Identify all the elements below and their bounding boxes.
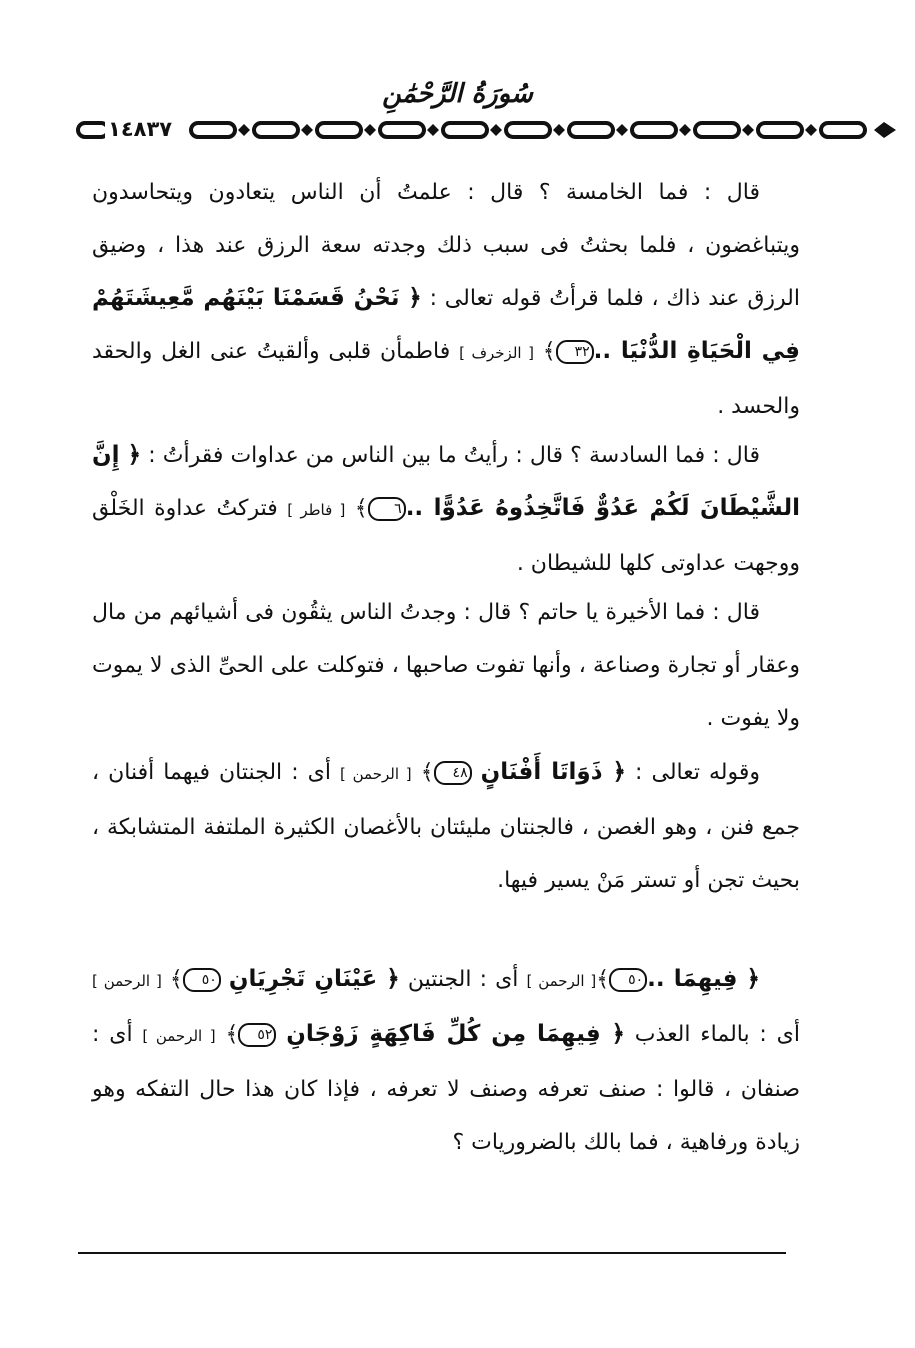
sura-reference: [ الزخرف ] [459, 344, 534, 362]
quran-close-bracket: ﴾ [354, 496, 368, 521]
footer-rule [78, 1252, 786, 1254]
sura-reference: [ فاطر ] [287, 501, 346, 519]
paragraph-text: قال : فما السادسة ؟ قال : رأيتُ ما بين الناس من عداوات فقرأتُ : [141, 443, 761, 468]
paragraph-text: قال : فما الخامسة ؟ قال : علمتُ أن الناس يتعادون ويتحاسدون ويتباغضون ، فلما بحثتُ فى سبب ذلك وجدته سعة الرزق عند هذا ، وضيق الرزق عند ذاك ، فلما قرأتُ قوله تعالى : [92, 180, 800, 311]
quran-close-bracket: ﴾ [542, 339, 556, 364]
paragraph-1 [92, 166, 800, 433]
ayah-number: ٦ [368, 497, 406, 521]
ayah-number: ٥٠ [609, 968, 647, 992]
sura-reference: [ الرحمن ] [92, 972, 162, 990]
ornament-chain-divider [76, 116, 900, 144]
paragraph-2 [92, 429, 800, 590]
quran-quote: ﴿ فِيهِمَا مِن كُلِّ فَاكِهَةٍ زَوْجَانِ [286, 1021, 625, 1047]
paragraph-text: أى : الجنتان فيهما أفنان ، جمع فنن ، وهو الغصن ، فالجنتان مليئتان بالأغصان الكثيرة الملتفة المتشابكة ، بحيث تجن أو تستر مَنْ يسير فيها. [92, 760, 800, 893]
paragraph-4 [92, 746, 800, 907]
sura-reference: [ الرحمن ] [526, 972, 597, 990]
quran-close-bracket: ﴾ [169, 967, 183, 992]
paragraph-text: أى : بالماء العذب [624, 1022, 800, 1047]
paragraph-text: وقوله تعالى : [626, 760, 760, 785]
sura-reference: [ الرحمن ] [142, 1027, 216, 1045]
sura-reference: [ الرحمن ] [339, 765, 412, 783]
quran-close-bracket: ﴾ [225, 1022, 239, 1047]
ayah-number: ٥٢ [238, 1023, 276, 1047]
quran-quote: ﴿ إِنَّ الشَّيْطَانَ لَكُمْ عَدُوٌّ فَاتَّخِذُوهُ عَدُوًّا .. [92, 442, 800, 521]
paragraph-3 [92, 586, 800, 745]
quran-quote: ﴿ نَحْنُ قَسَمْنَا بَيْنَهُم مَّعِيشَتَهُمْ فِي الْحَيَاةِ الدُّنْيَا .. [92, 285, 800, 364]
paragraph-text: فتركتُ عداوة الخَلْق ووجهت عداوتى كلها للشيطان . [92, 496, 800, 576]
quran-close-bracket: ﴾ [420, 760, 434, 785]
quran-quote: ﴿ فِيهِمَا .. [647, 966, 761, 992]
ayah-number: ٤٨ [434, 761, 472, 785]
paragraph-5 [92, 953, 800, 1169]
page-number: ١٤٨٣٧ [105, 115, 175, 143]
ayah-number: ٣٢ [556, 340, 594, 364]
paragraph-text: فاطمأن قلبى وألقيتُ عنى الغل والحقد والحسد . [92, 339, 800, 419]
paragraph-text: أى : الجنتين [399, 967, 527, 992]
sura-title: سُورَةُ الرَّحْمَٰنِ [382, 79, 533, 109]
paragraph-text: أى : صنفان ، قالوا : صنف تعرفه وصنف لا تعرفه ، فإذا كان هذا حال التفكه وهو زيادة ورفاهية ، فما بالك بالضروريات ؟ [92, 1022, 800, 1155]
quran-close-bracket: ﴾ [596, 967, 610, 992]
ayah-number: ٥٠ [183, 968, 221, 992]
quran-quote: ﴿ ذَوَاتَا أَفْنَانٍ [480, 759, 627, 785]
paragraph-text: قال : فما الأخيرة يا حاتم ؟ قال : وجدتُ الناس يثقُون فى أشيائهم من مال وعقار أو تجارة وصناعة ، وأنها تفوت صاحبها ، فتوكلت على الحىِّ الذى لا يموت ولا يفوت . [92, 600, 800, 731]
quran-quote: ﴿ عَيْنَانِ تَجْرِيَانِ [228, 966, 400, 992]
